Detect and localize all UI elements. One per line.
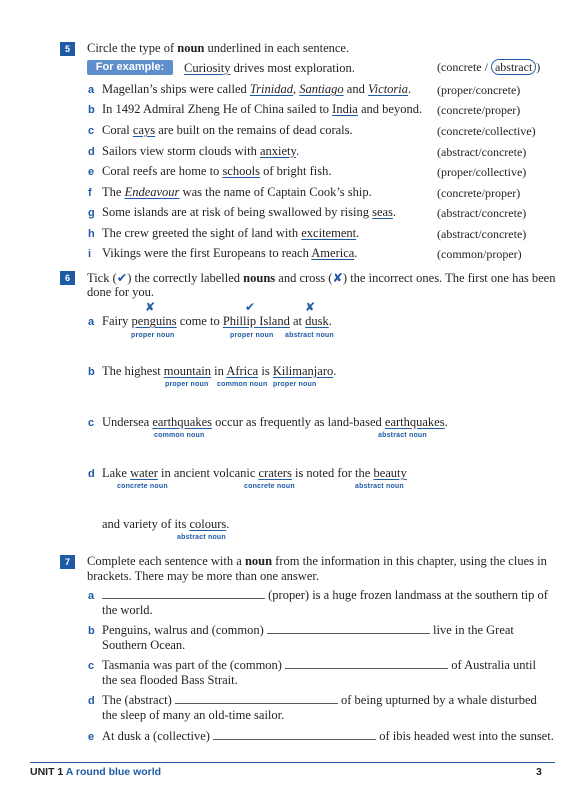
page-number: 3: [536, 766, 542, 778]
q5-label-b: b: [88, 104, 95, 116]
circled-answer: abstract: [491, 59, 536, 75]
q7-label-b: b: [88, 625, 95, 637]
tag-6b-mountain: proper noun: [165, 381, 209, 388]
q5-options-a: (proper/concrete): [437, 83, 521, 97]
q6-sentence-c: Undersea earthquakes occur as frequently as land-based earthquakes.: [102, 415, 448, 429]
question-7-instructions-line1: Complete each sentence with a noun from the information in this chapter, using the clues in: [87, 554, 547, 568]
q6-sentence-d: Lake water in ancient volcanic craters is noted for the beauty: [102, 466, 407, 480]
q7-sentence-a: (proper) is a huge frozen landmass at the southern tip of: [102, 588, 548, 603]
q6-label-a: a: [88, 316, 95, 328]
question-6-instructions-line1: Tick (✔) the correctly labelled nouns and cross (✘) the incorrect ones. The first one has been: [87, 270, 556, 285]
q5-label-d: d: [88, 146, 95, 158]
q6-sentence-d-continued: and variety of its colours.: [102, 517, 230, 531]
q7-label-a: a: [88, 590, 95, 602]
example-options: (concrete / abstract ): [437, 60, 541, 74]
q7-label-d: d: [88, 695, 95, 707]
footer-rule: [30, 762, 555, 763]
q7-label-c: c: [88, 660, 95, 672]
q7-sentence-d: The (abstract) of being upturned by a whale disturbed: [102, 693, 537, 707]
q6-sentence-a: Fairy penguins come to Phillip Island at dusk.: [102, 314, 332, 328]
q7-sentence-d-line2: the sleep of many an old-time sailor.: [102, 708, 285, 722]
q5-options-e: (proper/collective): [437, 165, 527, 179]
q7-label-e: e: [88, 731, 95, 743]
q5-sentence-g: Some islands are at risk of being swallowed by rising seas.: [102, 205, 397, 219]
q5-label-e: e: [88, 166, 95, 178]
tag-6d-water: concrete noun: [117, 483, 168, 490]
q5-label-g: g: [88, 207, 95, 219]
example-sentence: Curiosity drives most exploration.: [184, 61, 355, 75]
q5-label-c: c: [88, 125, 95, 137]
cross-mark-dusk: ✘: [305, 300, 316, 314]
q6-label-d: d: [88, 468, 95, 480]
q5-sentence-c: Coral cays are built on the remains of dead corals.: [102, 123, 353, 137]
tag-6c-earthquakes-2: abstract noun: [378, 432, 427, 439]
question-7-number: 7: [60, 555, 75, 569]
q5-sentence-d: Sailors view storm clouds with anxiety.: [102, 144, 300, 158]
q7-sentence-e: At dusk a (collective) of ibis headed west into the sunset.: [102, 729, 554, 743]
tag-6a-phillip-island: proper noun: [230, 332, 274, 339]
tag-6a-penguins: proper noun: [131, 332, 175, 339]
q5-label-i: i: [88, 248, 92, 260]
tag-6c-earthquakes-1: common noun: [154, 432, 205, 439]
q6-label-b: b: [88, 366, 95, 378]
q5-options-c: (concrete/collective): [437, 124, 536, 138]
q5-label-a: a: [88, 84, 95, 96]
question-6-instructions-line2: done for you.: [87, 285, 154, 299]
q5-options-f: (concrete/proper): [437, 186, 521, 200]
q7-sentence-b-line2: Southern Ocean.: [102, 638, 186, 652]
q7-sentence-c: Tasmania was part of the (common) of Australia until: [102, 658, 536, 672]
q5-options-i: (common/proper): [437, 247, 522, 261]
tag-6b-africa: common noun: [217, 381, 268, 388]
tag-6d-craters: concrete noun: [244, 483, 295, 490]
q6-label-c: c: [88, 417, 95, 429]
cross-mark-penguins: ✘: [145, 300, 156, 314]
question-6-number: 6: [60, 271, 75, 285]
tick-mark-phillip-island: ✔: [245, 300, 256, 314]
answer-blank-d[interactable]: [175, 693, 338, 704]
q7-sentence-a-line2: the world.: [102, 603, 153, 617]
q5-sentence-a: Magellan’s ships were called Trinidad, Santiago and Victoria.: [102, 82, 412, 96]
tag-6d-colours: abstract noun: [177, 534, 226, 541]
q5-options-h: (abstract/concrete): [437, 227, 527, 241]
q5-sentence-f: The Endeavour was the name of Captain Cook’s ship.: [102, 185, 372, 199]
q5-sentence-b: In 1492 Admiral Zheng He of China sailed to India and beyond.: [102, 102, 423, 116]
tag-6b-kilimanjaro: proper noun: [273, 381, 317, 388]
tag-6d-beauty: abstract noun: [355, 483, 404, 490]
answer-blank-a[interactable]: [102, 588, 265, 599]
q7-sentence-c-line2: the sea flooded Bass Strait.: [102, 673, 238, 687]
q5-sentence-h: The crew greeted the sight of land with excitement.: [102, 226, 360, 240]
answer-blank-c[interactable]: [285, 658, 448, 669]
q5-sentence-e: Coral reefs are home to schools of bright fish.: [102, 164, 332, 178]
q7-sentence-b: Penguins, walrus and (common) live in the Great: [102, 623, 514, 637]
q5-label-h: h: [88, 228, 95, 240]
q5-options-b: (concrete/proper): [437, 103, 521, 117]
answer-blank-b[interactable]: [267, 623, 430, 634]
question-5-number: 5: [60, 42, 75, 56]
q5-label-f: f: [88, 187, 92, 199]
tag-6a-dusk: abstract noun: [285, 332, 334, 339]
question-7-instructions-line2: brackets. There may be more than one answer.: [87, 569, 319, 583]
q5-sentence-i: Vikings were the first Europeans to reach America.: [102, 246, 358, 260]
q6-sentence-b: The highest mountain in Africa is Kilimanjaro.: [102, 364, 337, 378]
answer-blank-e[interactable]: [213, 729, 376, 740]
footer-unit: UNIT 1 A round blue world: [30, 766, 162, 778]
q5-options-d: (abstract/concrete): [437, 145, 527, 159]
q5-options-g: (abstract/concrete): [437, 206, 527, 220]
example-badge: For example:: [87, 60, 173, 75]
question-5-instructions: Circle the type of noun underlined in each sentence.: [87, 41, 350, 55]
